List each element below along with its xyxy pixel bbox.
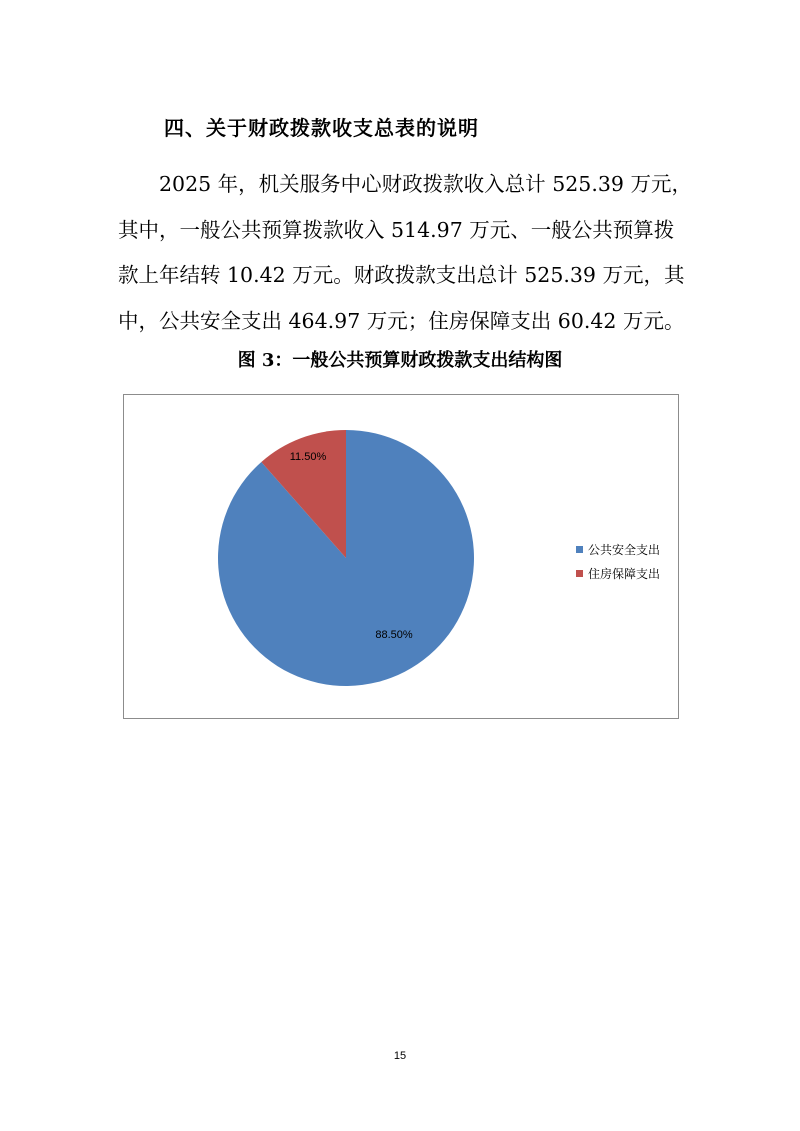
section-heading: 四、关于财政拨款收支总表的说明: [164, 116, 479, 140]
page-number: 15: [393, 1050, 407, 1062]
legend-item: [576, 561, 660, 585]
paragraph-line: 款上年结转 10.42 万元。财政拨款支出总计 525.39 万元，其: [118, 263, 685, 287]
chart-legend: [576, 537, 660, 585]
paragraph-line: 中，公共安全支出 464.97 万元；住房保障支出 60.42 万元。: [118, 308, 685, 333]
legend-swatch: [576, 570, 583, 577]
legend-label: 公共安全支出: [588, 542, 661, 557]
paragraph-line: 2025 年，机关服务中心财政拨款收入总计 525.39 万元，: [159, 172, 692, 196]
legend-swatch: [576, 546, 583, 553]
pie-slice-label: 11.50%: [289, 451, 327, 463]
pie-chart: [123, 394, 679, 719]
body-paragraph: [118, 162, 698, 344]
figure-caption: 图 3：一般公共预算财政拨款支出结构图: [237, 350, 563, 371]
legend-item: [576, 537, 660, 561]
pie-slice-label: 88.50%: [375, 629, 413, 641]
paragraph-line: 其中，一般公共预算拨款收入 514.97 万元、一般公共预算拨: [118, 217, 675, 242]
legend-label: 住房保障支出: [588, 566, 661, 581]
